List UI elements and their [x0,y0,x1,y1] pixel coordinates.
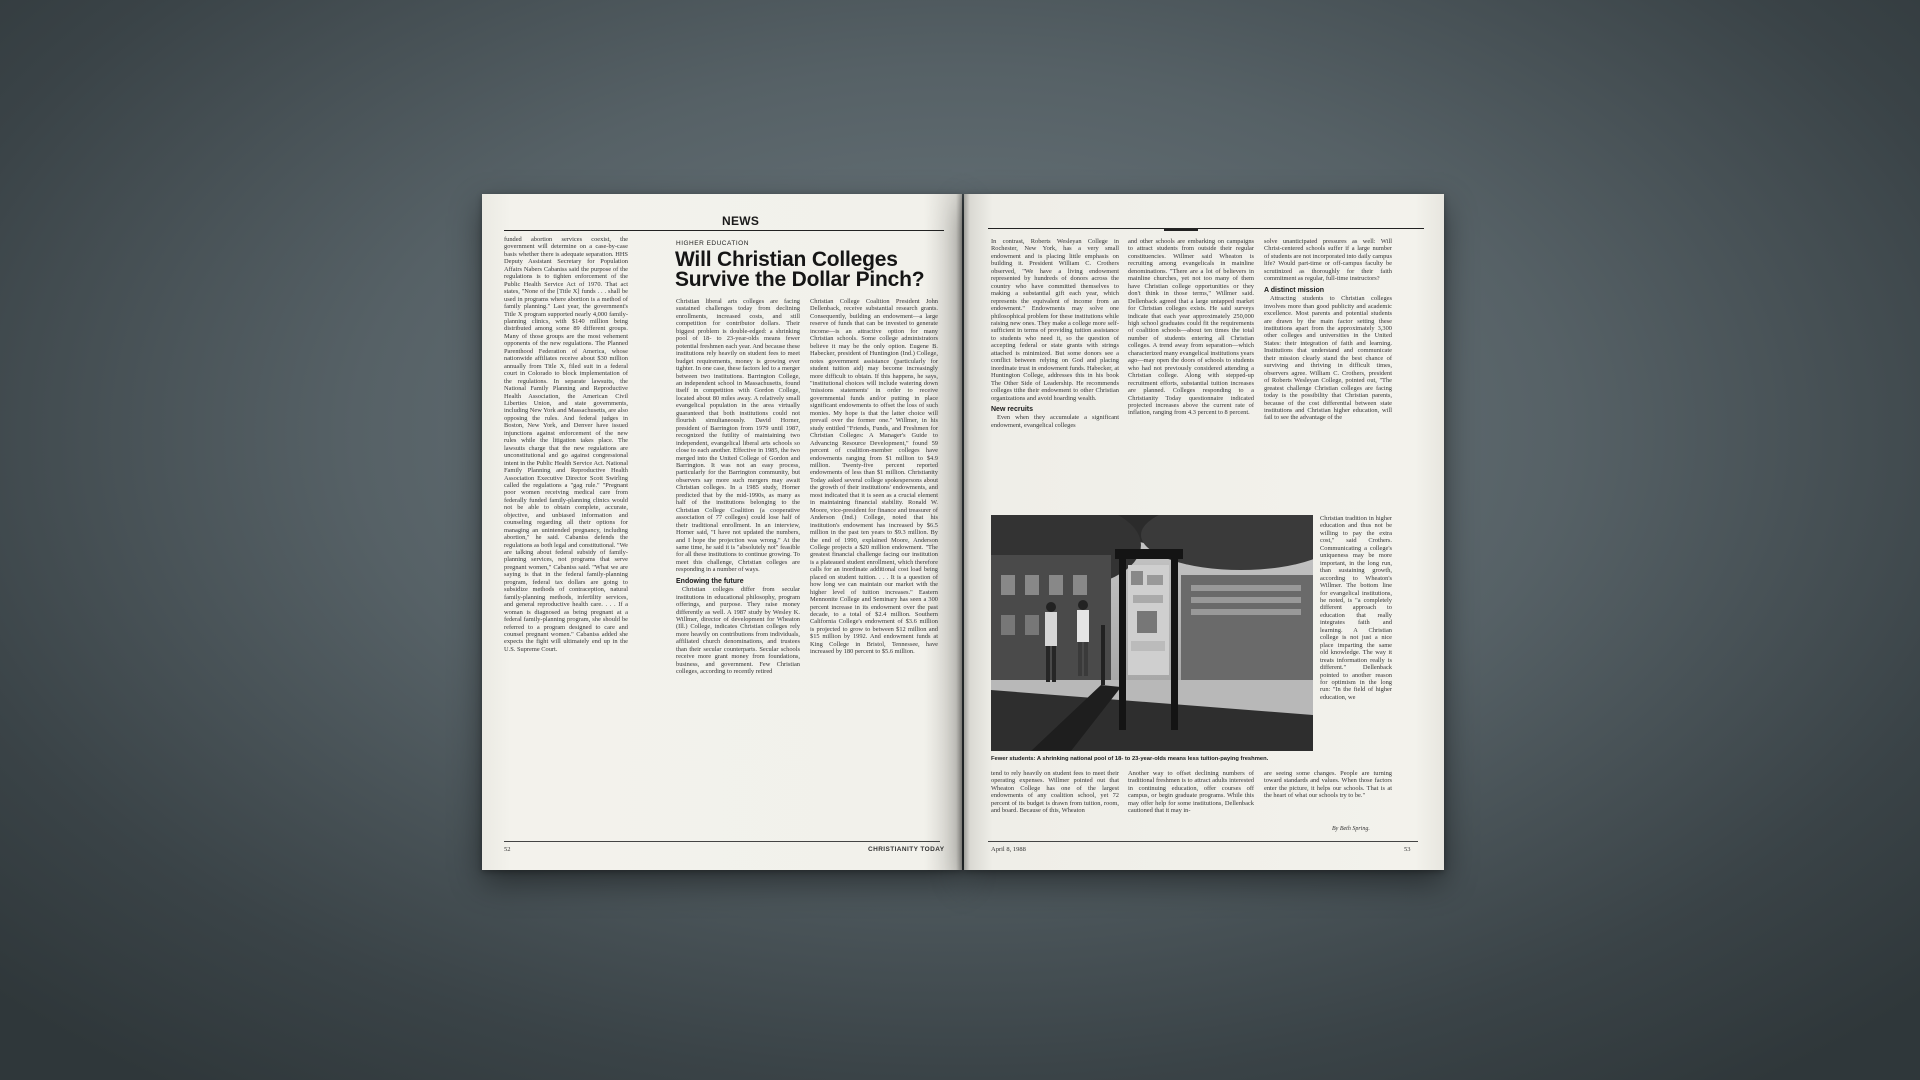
right-page [964,194,1444,870]
body-text: Christian colleges differ from secular institutions in educational philosophy, program offerings, and purpose. They raise money differently as well. A 1987 study by Wesley K. Willmer, director of development for Wheaton (Ill.) College, indicates Christian colleges rely more heavily on contributions from individuals, affiliated church denominations, and trustees than their secular counterparts. Secular schools receive more grant money from foundations, business, and government. Few Christian colleges, according to recently retired [676,586,800,676]
article-column-1 [504,236,628,831]
article-column-b [1128,238,1254,510]
campus-photo [991,515,1313,751]
body-text: Christian liberal arts colleges are facing sustained challenges today from declining enrollments, increased costs, and still competition for contributor dollars. Their biggest problem is double-edged: a shrinking pool of 18- to 23-year-olds means fewer potential freshmen each year. And because these institutions rely heavily on student fees to meet budget requirements, money is growing ever tighter. In one case, these factors led to a merger between two institutions. Barrington College, an independent school in Massachusetts, found itself in competition with Gordon College, located about 80 miles away. A relatively small evangelical population in the area virtually guaranteed that both institutions could not flourish simultaneously. David Horner, president of Barrington from 1979 until 1987, recognized the futility of maintaining two independent, evangelical liberal arts schools so close to each another. Effective in 1985, the two merged into the United College of Gordon and Barrington. It was not an easy process, particularly for the Barrington community, but observers say more such mergers may await Christian colleges. In a 1985 study, Horner predicted that by the mid-1990s, as many as half of the institutions belonging to the Christian College Coalition (a cooperative association of 77 colleges) could lose half of their traditional enrollment. In an interview, Horner said, "I have not updated the numbers, and I hope the projection was wrong." At the same time, he said it is "absolutely not" feasible for all these institutions to continue growing. To meet this challenge, Christian colleges are responding in a number of ways. [676,298,800,574]
magazine-spread [482,194,1444,870]
body-text: tend to rely heavily on student fees to meet their operating expenses. Willmer pointed out that Wheaton College has one of the largest endowments of any coalition school, yet 72 percent of its budget is drawn from tuition, room, and board. Because of this, Wheaton [991,770,1119,815]
header-rule [988,228,1424,229]
body-text: Attracting students to Christian colleges involves more than good publicity and academic excellence. Most parents and potential students are drawn by the main factor setting these institutions apart from the approximately 3,300 other colleges and universities in the United States: their integration of faith and learning. Institutions that understand and communicate their mission clearly stand the best chance of surviving and thriving in difficult times, observers agree. William C. Crothers, president of Roberts Wesleyan College, pointed out, "The greatest challenge Christian colleges are facing today is the possibility that Christian parents, because of the cost differential between state institutions and Christian higher education, will fail to see the advantage of the [1264,295,1392,422]
subhead: Endowing the future [676,577,744,585]
body-text: are seeing some changes. People are turning toward standards and values. When those factors enter the picture, it helps our schools. That is at the heart of what our schools try to be." [1264,770,1392,800]
publication-name: CHRISTIANITY TODAY [868,846,945,853]
header-rule-accent [1164,229,1198,231]
body-text: Christian College Coalition President John Dellenback, receive substantial research grants. Consequently, building an endowment—a large reserve of funds that can be invested to generate income—is an attractive option for many Christian schools. Some college administrators believe it may be the only option. Eugene B. Habecker, president of Huntington (Ind.) College, notes government assistance (particularly for student tuition aid) may become increasingly more difficult to obtain. If this happens, he says, "institutional choices will include watering down 'missions statements' in order to receive governmental funds and/or putting in place significant endowments to offset the loss of such monies. My hope is that the latter choice will prevail over the former one." Willmer, in his study entitled "Friends, Funds, and Freshmen for Christian Colleges: A Manager's Guide to Advancing Resource Development," found 59 percent of coalition-member colleges have endowments ranging from $1 million to $4.9 million. Twenty-five percent reported endowments of less than $1 million. Christianity Today asked several college spokespersons about the growth of their institutions' endowments, and most indicated that it is seen as a crucial element in maintaining financial stability. Ronald W. Moore, vice-president for finance and treasurer of Anderson (Ind.) College, noted that his institution's endowment has increased by $6.5 million in the past ten years to $9.3 million. By the end of 1990, explained Moore, Anderson College projects a $20 million endowment. "The greatest financial challenge facing our institution is a plateaued student enrollment, which therefore calls for an inordinate additional cost load being placed on student tuition. . . . It is a question of how long we can maintain our market with the higher level of tuition increases." Eastern Mennonite College and Seminary has seen a 300 percent increase in its endowment over the past decade, to a total of $2.4 million. Southern California College's endowment of $3.6 million is projected to grow to between $12 million and $15 million by 1992. And endowment funds at King College in Bristol, Tennessee, have increased by 180 percent to $5.6 million. [810,298,938,656]
body-text: Christian tradition in higher education and thus not be willing to pay the extra cost," said Crothers. Communicating a college's uniqueness may be more important, in the long run, than sustaining growth, according to Wheaton's Willmer. The bottom line for evangelical institutions, he noted, is "a completely different approach to education that really integrates faith and learning. A Christian college is not just a nice place imparting the same old knowledge. The way it treats information really is different." Dellenback pointed to another reason for optimism in the long run: "In the field of higher education, we [1320,515,1392,701]
article-column-3 [810,298,938,830]
article-column-c-side [1320,515,1392,751]
left-page [482,194,962,870]
body-text: Even when they accumulate a significant endowment, evangelical colleges [991,414,1119,429]
kicker: HIGHER EDUCATION [676,240,749,247]
headline: Will Christian Colleges Survive the Dollar Pinch? [675,248,925,291]
header-rule [504,230,944,231]
issue-date: April 8, 1988 [991,846,1026,853]
byline: By Beth Spring. [1332,826,1370,832]
body-text: and other schools are embarking on campaigns to attract students from outside their regular constituencies. Willmer said Wheaton is recruiting among evangelicals in mainline denominations. "There are a lot of believers in mainline churches, yet not too many of them have Christian college opportunities or they don't think in those terms," Willmer said. Dellenback agreed that a large untapped market for Christian colleges exists. He said surveys indicate that each year approximately 250,000 high school graduates could fit the requirements of coalition schools—about ten times the total number of students entering all Christian colleges. A trend away from separation—which characterized many evangelical institutions years ago—may open the doors of schools to students who had not previously considered attending a Christian college. Along with stepped-up recruitment efforts, substantial tuition increases are planned. Colleges responding to a Christianity Today questionnaire indicated projected increases above the current rate of inflation, ranging from 4.3 percent to 8 percent. [1128,238,1254,417]
article-column-a [991,238,1119,510]
body-text: solve unanticipated pressures as well: Will Christ-centered schools suffer if a large number of students are not incorporated into daily campus life? Would part-time or off-campus faculty be scrutinized as thoroughly for their faith commitment as regular, full-time instructors? [1264,238,1392,283]
body-text: funded abortion services coexist, the government will determine on a case-by-case basis whether there is adequate separation. HHS Deputy Assistant Secretary for Population Affairs Nabers Cabaniss said the purpose of the regulations is to tighten enforcement of the Public Health Service Act of 1970. That act states, "None of the [Title X] funds . . . shall be used in programs where abortion is a method of family planning." Last year, the government's Title X program supported nearly 4,000 family-planning clinics, with $140 million being distributed among some 89 different groups. Many of those groups are the most vehement opponents of the new regulations. The Planned Parenthood Federation of America, whose nationwide affiliates receive about $30 million annually from Title X, filed suit in a federal court in Colorado to block implementation of the regulations. In separate lawsuits, the National Family Planning and Reproductive Health Association, the American Civil Liberties Union, and state governments, including New York and Massachusetts, are also opposing the rules. And federal judges in Boston, New York, and Denver have issued injunctions against enforcement of the new rules while the litigation takes place. The lawsuits charge that the new regulations are unconstitutional and go against congressional intent in the Public Health Service Act. National Family Planning and Reproductive Health Association Executive Director Scott Swirling called the regulations a "gag rule." "Pregnant poor women receiving medical care from federally funded family-planning clinics would not be able to obtain complete, accurate, objective, and unbiased information and counseling regarding all their options for managing an unintended pregnancy, including abortion," he said. Cabaniss defends the regulations as both legal and constitutional. "We are talking about federal subsidy of family-planning services, not programs that serve pregnant women," Cabaniss said. "What we are saying is that in the federal family-planning program, federal tax dollars are going to subsidize methods of contraception, natural family-planning methods, infertility services, and general reproductive health care. . . . If a woman is diagnosed as being pregnant at a federal family-planning program, she should be referred to a program designed to care and counsel pregnant women." Cabaniss added she expects the fight will ultimately end up in the U.S. Supreme Court. [504,236,628,653]
footer-rule [504,841,940,842]
body-text: Another way to offset declining numbers of traditional freshmen is to attract adults interested in continuing education, offer courses off campus, or begin graduate programs. While this may offer help for some institutions, Dellenback cautioned that it may in- [1128,770,1254,815]
subhead: A distinct mission [1264,286,1325,294]
article-column-c [1264,238,1392,508]
page-number: 52 [504,846,511,853]
campus-photo-image [991,515,1313,751]
spine-shadow [956,194,970,870]
article-column-2 [676,298,800,830]
photo-caption: Fewer students: A shrinking national pool of 18- to 23-year-olds means less tuition-paying freshmen. [991,756,1269,762]
article-column-c-bottom [1264,770,1392,810]
section-header: NEWS [722,214,760,228]
page-number: 53 [1404,846,1411,853]
article-column-a-bottom [991,770,1119,836]
article-column-b-bottom [1128,770,1254,836]
body-text: In contrast, Roberts Wesleyan College in Rochester, New York, has a very small endowment and is placing little emphasis on building it. President William C. Crothers observed, "We have a living endowment represented by hundreds of donors across the country who have committed themselves to making a substantial gift each year, which represents the equivalent of income from an endowment." Endowments may solve one philosophical problem for these institutions while raising new ones. They make a college more self-sufficient in terms of providing tuition assistance to students who need it, so the question of accepting federal or state grants with strings attached is minimized. But some donors see a conflict between relying on God and placing inordinate trust in endowment funds. Habecker, at Huntington College, addresses this in his book The Other Side of Leadership. He recommends colleges tithe their endowment to other Christian organizations and avoid hoarding wealth. [991,238,1119,402]
subhead: New recruits [991,405,1034,413]
footer-rule [988,841,1418,842]
